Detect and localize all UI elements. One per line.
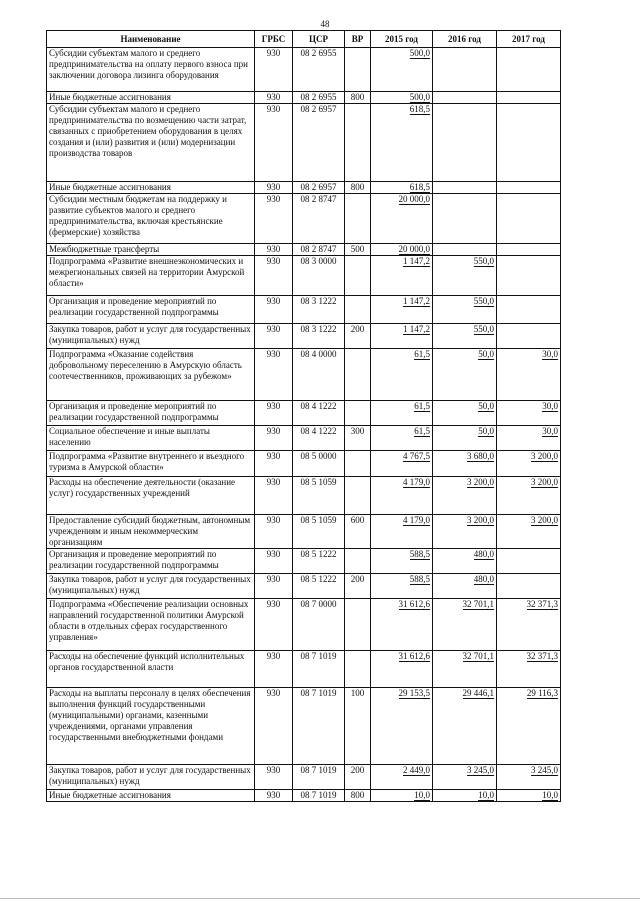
cell-vr: 800 — [345, 182, 371, 194]
cell-vr — [345, 549, 371, 574]
cell-csr: 08 4 0000 — [293, 349, 345, 401]
cell-name: Иные бюджетные ассигнования — [47, 92, 255, 104]
cell-vr — [345, 349, 371, 401]
cell-2015 — [371, 182, 433, 194]
cell-grbs: 930 — [255, 451, 293, 477]
cell-grbs: 930 — [255, 515, 293, 549]
cell-name: Социальное обеспечение и иные выплаты населению — [47, 426, 255, 451]
cell-2016 — [433, 349, 497, 401]
cell-2017 — [497, 296, 561, 324]
amount-value: 29 446,1 — [462, 688, 494, 698]
amount-value: 550,0 — [473, 256, 494, 266]
cell-name: Закупка товаров, работ и услуг для государственных (муниципальных) нужд — [47, 574, 255, 599]
cell-2015 — [371, 426, 433, 451]
header-vr: ВР — [345, 31, 371, 48]
cell-grbs: 930 — [255, 574, 293, 599]
cell-2017 — [497, 92, 561, 104]
cell-2015 — [371, 688, 433, 765]
amount-value: 500,0 — [409, 48, 430, 58]
cell-2017 — [497, 104, 561, 182]
cell-csr: 08 4 1222 — [293, 401, 345, 426]
table-row — [47, 256, 561, 296]
cell-2017 — [497, 688, 561, 765]
cell-grbs: 930 — [255, 194, 293, 244]
amount-value: 4 179,0 — [403, 515, 430, 525]
amount-value: 3 200,0 — [531, 451, 558, 461]
cell-csr: 08 5 1059 — [293, 515, 345, 549]
cell-grbs: 930 — [255, 92, 293, 104]
cell-2015 — [371, 256, 433, 296]
cell-2015 — [371, 92, 433, 104]
cell-2016 — [433, 426, 497, 451]
cell-vr — [345, 451, 371, 477]
cell-2016 — [433, 549, 497, 574]
cell-vr: 100 — [345, 688, 371, 765]
amount-value: 10,0 — [542, 790, 558, 800]
cell-2017 — [497, 48, 561, 92]
header-2016: 2016 год — [433, 31, 497, 48]
cell-2016 — [433, 401, 497, 426]
table-row — [47, 104, 561, 182]
cell-2016 — [433, 451, 497, 477]
cell-csr: 08 5 1222 — [293, 549, 345, 574]
cell-csr: 08 2 6957 — [293, 104, 345, 182]
cell-name: Подпрограмма «Развитие внешнеэкономических и межрегиональных связей на территории Амурской области» — [47, 256, 255, 296]
cell-2016 — [433, 256, 497, 296]
header-2015: 2015 год — [371, 31, 433, 48]
cell-2016 — [433, 688, 497, 765]
cell-vr — [345, 401, 371, 426]
table-row — [47, 401, 561, 426]
cell-csr: 08 5 1222 — [293, 574, 345, 599]
table-row — [47, 349, 561, 401]
cell-2016 — [433, 104, 497, 182]
cell-2015 — [371, 790, 433, 802]
cell-2017 — [497, 194, 561, 244]
cell-csr: 08 7 1019 — [293, 651, 345, 688]
amount-value: 32 371,3 — [526, 651, 558, 661]
cell-2017 — [497, 426, 561, 451]
cell-name: Субсидии субъектам малого и среднего предпринимательства по возмещению части затрат, связанных с приобретением оборудования в целях создания и (или) развития и (или) модернизации производства товаров — [47, 104, 255, 182]
cell-2015 — [371, 104, 433, 182]
cell-2017 — [497, 256, 561, 296]
cell-2015 — [371, 549, 433, 574]
cell-csr: 08 7 1019 — [293, 765, 345, 790]
cell-2016 — [433, 48, 497, 92]
cell-vr: 800 — [345, 92, 371, 104]
cell-name: Закупка товаров, работ и услуг для государственных (муниципальных) нужд — [47, 324, 255, 349]
cell-name: Иные бюджетные ассигнования — [47, 790, 255, 802]
table-row — [47, 426, 561, 451]
amount-value: 4 767,5 — [403, 451, 430, 461]
cell-2015 — [371, 765, 433, 790]
amount-value: 1 147,2 — [403, 296, 430, 306]
cell-2017 — [497, 401, 561, 426]
cell-vr — [345, 48, 371, 92]
amount-value: 10,0 — [478, 790, 494, 800]
amount-value: 3 200,0 — [531, 515, 558, 525]
table-row — [47, 790, 561, 802]
cell-2015 — [371, 48, 433, 92]
cell-name: Иные бюджетные ассигнования — [47, 182, 255, 194]
cell-csr: 08 7 1019 — [293, 790, 345, 802]
cell-2015 — [371, 324, 433, 349]
amount-value: 50,0 — [478, 401, 494, 411]
cell-2016 — [433, 574, 497, 599]
cell-2016 — [433, 92, 497, 104]
cell-vr — [345, 104, 371, 182]
table-row — [47, 296, 561, 324]
cell-grbs: 930 — [255, 426, 293, 451]
cell-grbs: 930 — [255, 401, 293, 426]
amount-value: 30,0 — [542, 349, 558, 359]
amount-value: 31 612,6 — [398, 599, 430, 609]
cell-grbs: 930 — [255, 244, 293, 256]
table-row — [47, 549, 561, 574]
cell-name: Субсидии местным бюджетам на поддержку и развитие субъектов малого и среднего предпринимательства, включая крестьянские (фермерские) хозяйства — [47, 194, 255, 244]
cell-vr: 500 — [345, 244, 371, 256]
cell-csr: 08 2 8747 — [293, 194, 345, 244]
amount-value: 20 000,0 — [398, 244, 430, 254]
cell-2017 — [497, 574, 561, 599]
amount-value: 20 000,0 — [398, 194, 430, 204]
cell-2017 — [497, 349, 561, 401]
cell-2017 — [497, 651, 561, 688]
amount-value: 61,5 — [414, 401, 430, 411]
header-csr: ЦСР — [293, 31, 345, 48]
amount-value: 500,0 — [409, 92, 430, 102]
cell-csr: 08 7 1019 — [293, 688, 345, 765]
table-row — [47, 324, 561, 349]
table-body — [47, 48, 561, 802]
cell-2017 — [497, 244, 561, 256]
amount-value: 3 245,0 — [531, 765, 558, 775]
bottom-rule — [0, 898, 640, 899]
cell-csr: 08 3 1222 — [293, 296, 345, 324]
table-row — [47, 194, 561, 244]
amount-value: 61,5 — [414, 349, 430, 359]
amount-value: 4 179,0 — [403, 477, 430, 487]
header-grbs: ГРБС — [255, 31, 293, 48]
cell-2015 — [371, 599, 433, 651]
cell-grbs: 930 — [255, 296, 293, 324]
cell-name: Расходы на выплаты персоналу в целях обеспечения выполнения функций государственными (муниципальными) органами, казенными учреждениями, органами управления государственными внебюджетными фондами — [47, 688, 255, 765]
cell-name: Организация и проведение мероприятий по реализации государственной подпрограммы — [47, 549, 255, 574]
cell-2017 — [497, 765, 561, 790]
cell-2016 — [433, 599, 497, 651]
cell-2017 — [497, 182, 561, 194]
cell-grbs: 930 — [255, 182, 293, 194]
cell-grbs: 930 — [255, 256, 293, 296]
cell-2016 — [433, 515, 497, 549]
cell-vr — [345, 296, 371, 324]
cell-2016 — [433, 651, 497, 688]
amount-value: 50,0 — [478, 349, 494, 359]
table-row — [47, 515, 561, 549]
cell-2017 — [497, 549, 561, 574]
amount-value: 1 147,2 — [403, 256, 430, 266]
cell-vr — [345, 194, 371, 244]
cell-vr: 600 — [345, 515, 371, 549]
table-row — [47, 688, 561, 765]
cell-2015 — [371, 574, 433, 599]
cell-grbs: 930 — [255, 549, 293, 574]
amount-value: 550,0 — [473, 296, 494, 306]
cell-2015 — [371, 349, 433, 401]
cell-grbs: 930 — [255, 104, 293, 182]
amount-value: 2 449,0 — [403, 765, 430, 775]
cell-vr — [345, 651, 371, 688]
cell-2015 — [371, 651, 433, 688]
cell-csr: 08 3 1222 — [293, 324, 345, 349]
amount-value: 32 701,1 — [462, 651, 494, 661]
table-row — [47, 599, 561, 651]
header-2017: 2017 год — [497, 31, 561, 48]
cell-name: Подпрограмма «Обеспечение реализации основных направлений государственной политики Амурской области в отдельных сферах государственного управления» — [47, 599, 255, 651]
table-row — [47, 765, 561, 790]
cell-csr: 08 3 0000 — [293, 256, 345, 296]
cell-2016 — [433, 765, 497, 790]
amount-value: 1 147,2 — [403, 324, 430, 334]
cell-name: Межбюджетные трансферты — [47, 244, 255, 256]
cell-2016 — [433, 194, 497, 244]
cell-2016 — [433, 244, 497, 256]
table-row — [47, 651, 561, 688]
page-number: 48 — [320, 19, 330, 29]
cell-2016 — [433, 182, 497, 194]
cell-2015 — [371, 515, 433, 549]
cell-name: Подпрограмма «Оказание содействия добровольному переселению в Амурскую область соотечественников, проживающих за рубежом» — [47, 349, 255, 401]
amount-value: 618,5 — [409, 104, 430, 114]
table-row — [47, 244, 561, 256]
amount-value: 30,0 — [542, 426, 558, 436]
cell-grbs: 930 — [255, 688, 293, 765]
cell-grbs: 930 — [255, 48, 293, 92]
table-row — [47, 92, 561, 104]
cell-vr: 200 — [345, 324, 371, 349]
cell-csr: 08 4 1222 — [293, 426, 345, 451]
cell-name: Субсидии субъектам малого и среднего предпринимательства на оплату первого взноса при заключении договора лизинга оборудования — [47, 48, 255, 92]
amount-value: 3 680,0 — [467, 451, 494, 461]
cell-2017 — [497, 515, 561, 549]
cell-name: Предоставление субсидий бюджетным, автономным учреждениям и иным некоммерческим организациям — [47, 515, 255, 549]
cell-2015 — [371, 477, 433, 515]
cell-name: Организация и проведение мероприятий по реализации государственной подпрограммы — [47, 401, 255, 426]
cell-name: Закупка товаров, работ и услуг для государственных (муниципальных) нужд — [47, 765, 255, 790]
cell-grbs: 930 — [255, 790, 293, 802]
amount-value: 588,5 — [409, 549, 430, 559]
cell-csr: 08 2 8747 — [293, 244, 345, 256]
cell-csr: 08 5 0000 — [293, 451, 345, 477]
cell-2017 — [497, 451, 561, 477]
cell-grbs: 930 — [255, 477, 293, 515]
amount-value: 588,5 — [409, 574, 430, 584]
cell-2015 — [371, 401, 433, 426]
cell-2017 — [497, 324, 561, 349]
cell-2017 — [497, 599, 561, 651]
amount-value: 3 200,0 — [467, 477, 494, 487]
cell-grbs: 930 — [255, 599, 293, 651]
cell-vr: 800 — [345, 790, 371, 802]
cell-name: Расходы на обеспечение деятельности (оказание услуг) государственных учреждений — [47, 477, 255, 515]
header-name: Наименование — [47, 31, 255, 48]
amount-value: 30,0 — [542, 401, 558, 411]
cell-2016 — [433, 296, 497, 324]
cell-2015 — [371, 244, 433, 256]
amount-value: 480,0 — [473, 574, 494, 584]
cell-grbs: 930 — [255, 349, 293, 401]
cell-vr: 200 — [345, 765, 371, 790]
cell-2016 — [433, 324, 497, 349]
amount-value: 32 701,1 — [462, 599, 494, 609]
table-header-row — [47, 31, 561, 48]
amount-value: 29 116,3 — [526, 688, 558, 698]
amount-value: 3 200,0 — [531, 477, 558, 487]
cell-vr — [345, 477, 371, 515]
cell-vr: 300 — [345, 426, 371, 451]
amount-value: 550,0 — [473, 324, 494, 334]
table-row — [47, 48, 561, 92]
amount-value: 3 245,0 — [467, 765, 494, 775]
amount-value: 29 153,5 — [398, 688, 430, 698]
cell-grbs: 930 — [255, 765, 293, 790]
amount-value: 3 200,0 — [467, 515, 494, 525]
cell-2015 — [371, 296, 433, 324]
amount-value: 618,5 — [409, 182, 430, 192]
cell-name: Расходы на обеспечение функций исполнительных органов государственной власти — [47, 651, 255, 688]
cell-2015 — [371, 194, 433, 244]
amount-value: 61,5 — [414, 426, 430, 436]
cell-csr: 08 2 6955 — [293, 48, 345, 92]
cell-2015 — [371, 451, 433, 477]
budget-table — [46, 30, 561, 802]
cell-csr: 08 2 6955 — [293, 92, 345, 104]
cell-name: Подпрограмма «Развитие внутреннего и въездного туризма в Амурской области» — [47, 451, 255, 477]
table-row — [47, 451, 561, 477]
amount-value: 31 612,6 — [398, 651, 430, 661]
cell-2016 — [433, 477, 497, 515]
cell-vr — [345, 256, 371, 296]
cell-csr: 08 2 6957 — [293, 182, 345, 194]
cell-grbs: 930 — [255, 324, 293, 349]
cell-2017 — [497, 790, 561, 802]
cell-2016 — [433, 790, 497, 802]
cell-vr: 200 — [345, 574, 371, 599]
amount-value: 32 371,3 — [526, 599, 558, 609]
cell-csr: 08 5 1059 — [293, 477, 345, 515]
cell-name: Организация и проведение мероприятий по реализации государственной подпрограммы — [47, 296, 255, 324]
cell-2017 — [497, 477, 561, 515]
table-row — [47, 477, 561, 515]
cell-vr — [345, 599, 371, 651]
amount-value: 10,0 — [414, 790, 430, 800]
cell-grbs: 930 — [255, 651, 293, 688]
amount-value: 50,0 — [478, 426, 494, 436]
table-row — [47, 574, 561, 599]
amount-value: 480,0 — [473, 549, 494, 559]
table-row — [47, 182, 561, 194]
cell-csr: 08 7 0000 — [293, 599, 345, 651]
